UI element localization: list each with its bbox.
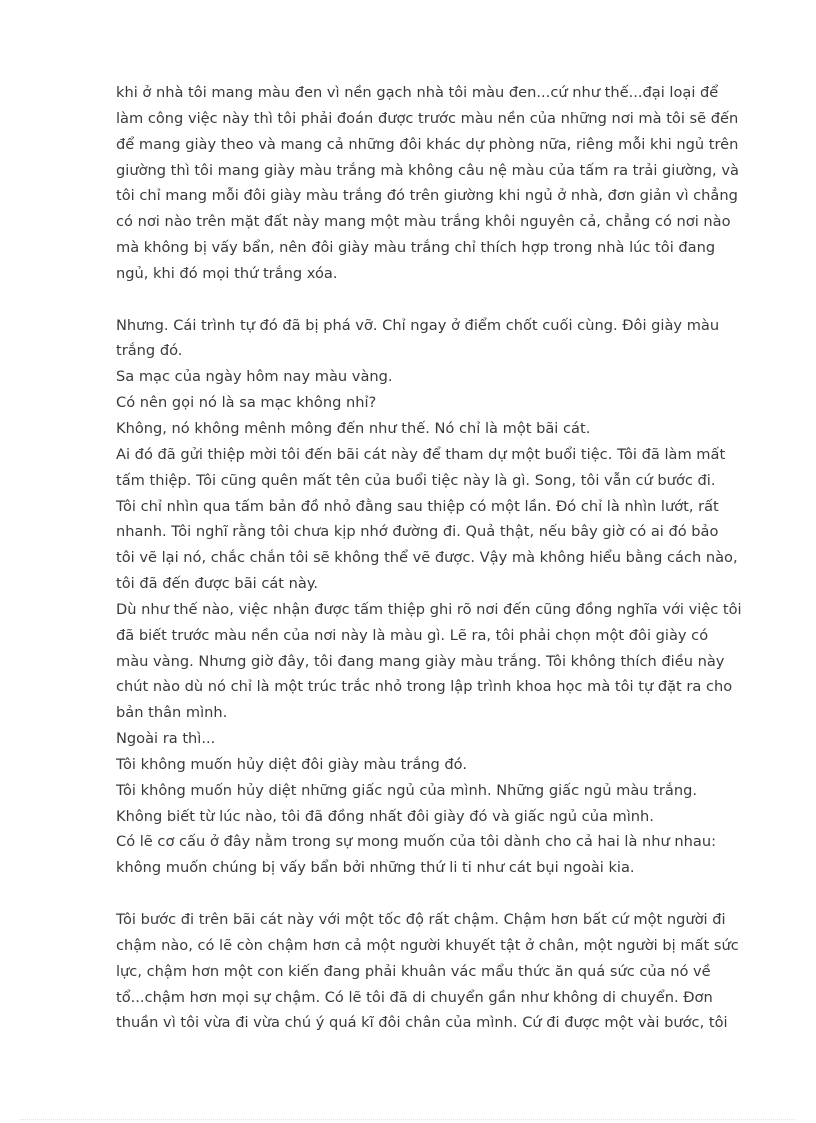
text-line: không muốn chúng bị vấy bẩn bởi những thứ li ti như cát bụi ngoài kia. [116,859,635,877]
text-line: Không, nó không mênh mông đến như thế. Nó chỉ là một bãi cát. [116,419,591,437]
text-line: làm công việc này thì tôi phải đoán được trước màu nền của những nơi mà tôi sẽ đến [116,109,739,127]
text-line: nhanh. Tôi nghĩ rằng tôi chưa kịp nhớ đường đi. Quả thật, nếu bây giờ có ai đó bảo [116,523,719,541]
text-line: lực, chậm hơn một con kiến đang phải khuân vác mẩu thức ăn quá sức của nó về [116,962,711,980]
text-line: khi ở nhà tôi mang màu đen vì nền gạch nhà tôi màu đen...cứ như thế...đại loại để [116,84,719,101]
text-line: màu vàng. Nhưng giờ đây, tôi đang mang giày màu trắng. Tôi không thích điều này [116,652,725,670]
text-line: giường thì tôi mang giày màu trắng mà không câu nệ màu của tấm ra trải giường, và [116,161,739,179]
paragraph-2 [116,313,748,882]
paragraph-gap [116,881,748,907]
text-line: Ngoài ra thì... [116,730,216,748]
text-line: Dù như thế nào, việc nhận được tấm thiệp ghi rõ nơi đến cũng đồng nghĩa với việc tôi [116,600,742,618]
text-line: tấm thiệp. Tôi cũng quên mất tên của buổi tiệc này là gì. Song, tôi vẫn cứ bước đi. [116,471,716,489]
text-line: để mang giày theo và mang cả những đôi khác dự phòng nữa, riêng mỗi khi ngủ trên [116,135,739,153]
text-line: Nhưng. Cái trình tự đó đã bị phá vỡ. Chỉ ngay ở điểm chốt cuối cùng. Đôi giày màu [116,316,720,334]
text-line: mà không bị vấy bẩn, nên đôi giày màu trắng chỉ thích hợp trong nhà lúc tôi đang [116,239,716,257]
paragraph-gap [116,287,748,313]
text-line: Sa mạc của ngày hôm nay màu vàng. [116,368,393,386]
text-line: Tôi chỉ nhìn qua tấm bản đồ nhỏ đằng sau thiệp có một lần. Đó chỉ là nhìn lướt, rất [116,497,719,515]
text-line: có nơi nào trên mặt đất này mang một màu trắng khôi nguyên cả, chẳng có nơi nào [116,213,731,231]
text-line: Tôi không muốn hủy diệt những giấc ngủ của mình. Những giấc ngủ màu trắng. [116,781,698,799]
text-line: trắng đó. [116,342,183,360]
body-text [116,80,748,1036]
text-line: Tôi bước đi trên bãi cát này với một tốc độ rất chậm. Chậm hơn bất cứ một người đi [116,911,726,928]
text-line: tôi chỉ mang mỗi đôi giày màu trắng đó trên giường khi ngủ ở nhà, đơn giản vì chẳng [116,187,738,205]
text-line: Có nên gọi nó là sa mạc không nhỉ? [116,394,377,412]
text-line: ngủ, khi đó mọi thứ trắng xóa. [116,264,338,282]
text-line: Tôi không muốn hủy diệt đôi giày màu trắng đó. [116,755,467,773]
paragraph-1 [116,80,748,287]
text-line: Không biết từ lúc nào, tôi đã đồng nhất đôi giày đó và giấc ngủ của mình. [116,807,654,825]
text-line: tổ...chậm hơn mọi sự chậm. Có lẽ tôi đã di chuyển gần như không di chuyển. Đơn [116,988,713,1006]
text-line: thuần vì tôi vừa đi vừa chú ý quá kĩ đôi chân của mình. Cứ đi được một vài bước, tôi [116,1014,728,1032]
text-line: tôi đã đến được bãi cát này. [116,575,319,593]
text-line: Ai đó đã gửi thiệp mời tôi đến bãi cát này để tham dự một buổi tiệc. Tôi đã làm mất [116,445,726,463]
paragraph-3 [116,907,748,1036]
text-line: bản thân mình. [116,704,228,722]
page-bottom-divider [20,1119,796,1120]
text-line: chậm nào, có lẽ còn chậm hơn cả một người khuyết tật ở chân, một người bị mất sức [116,936,739,954]
text-line: đã biết trước màu nền của nơi này là màu gì. Lẽ ra, tôi phải chọn một đôi giày có [116,626,709,644]
text-line: Có lẽ cơ cấu ở đây nằm trong sự mong muốn của tôi dành cho cả hai là như nhau: [116,833,717,851]
text-line: tôi vẽ lại nó, chắc chắn tôi sẽ không thể vẽ được. Vậy mà không hiểu bằng cách nào, [116,549,738,567]
text-line: chút nào dù nó chỉ là một trúc trắc nhỏ trong lập trình khoa học mà tôi tự đặt ra cho [116,678,733,696]
